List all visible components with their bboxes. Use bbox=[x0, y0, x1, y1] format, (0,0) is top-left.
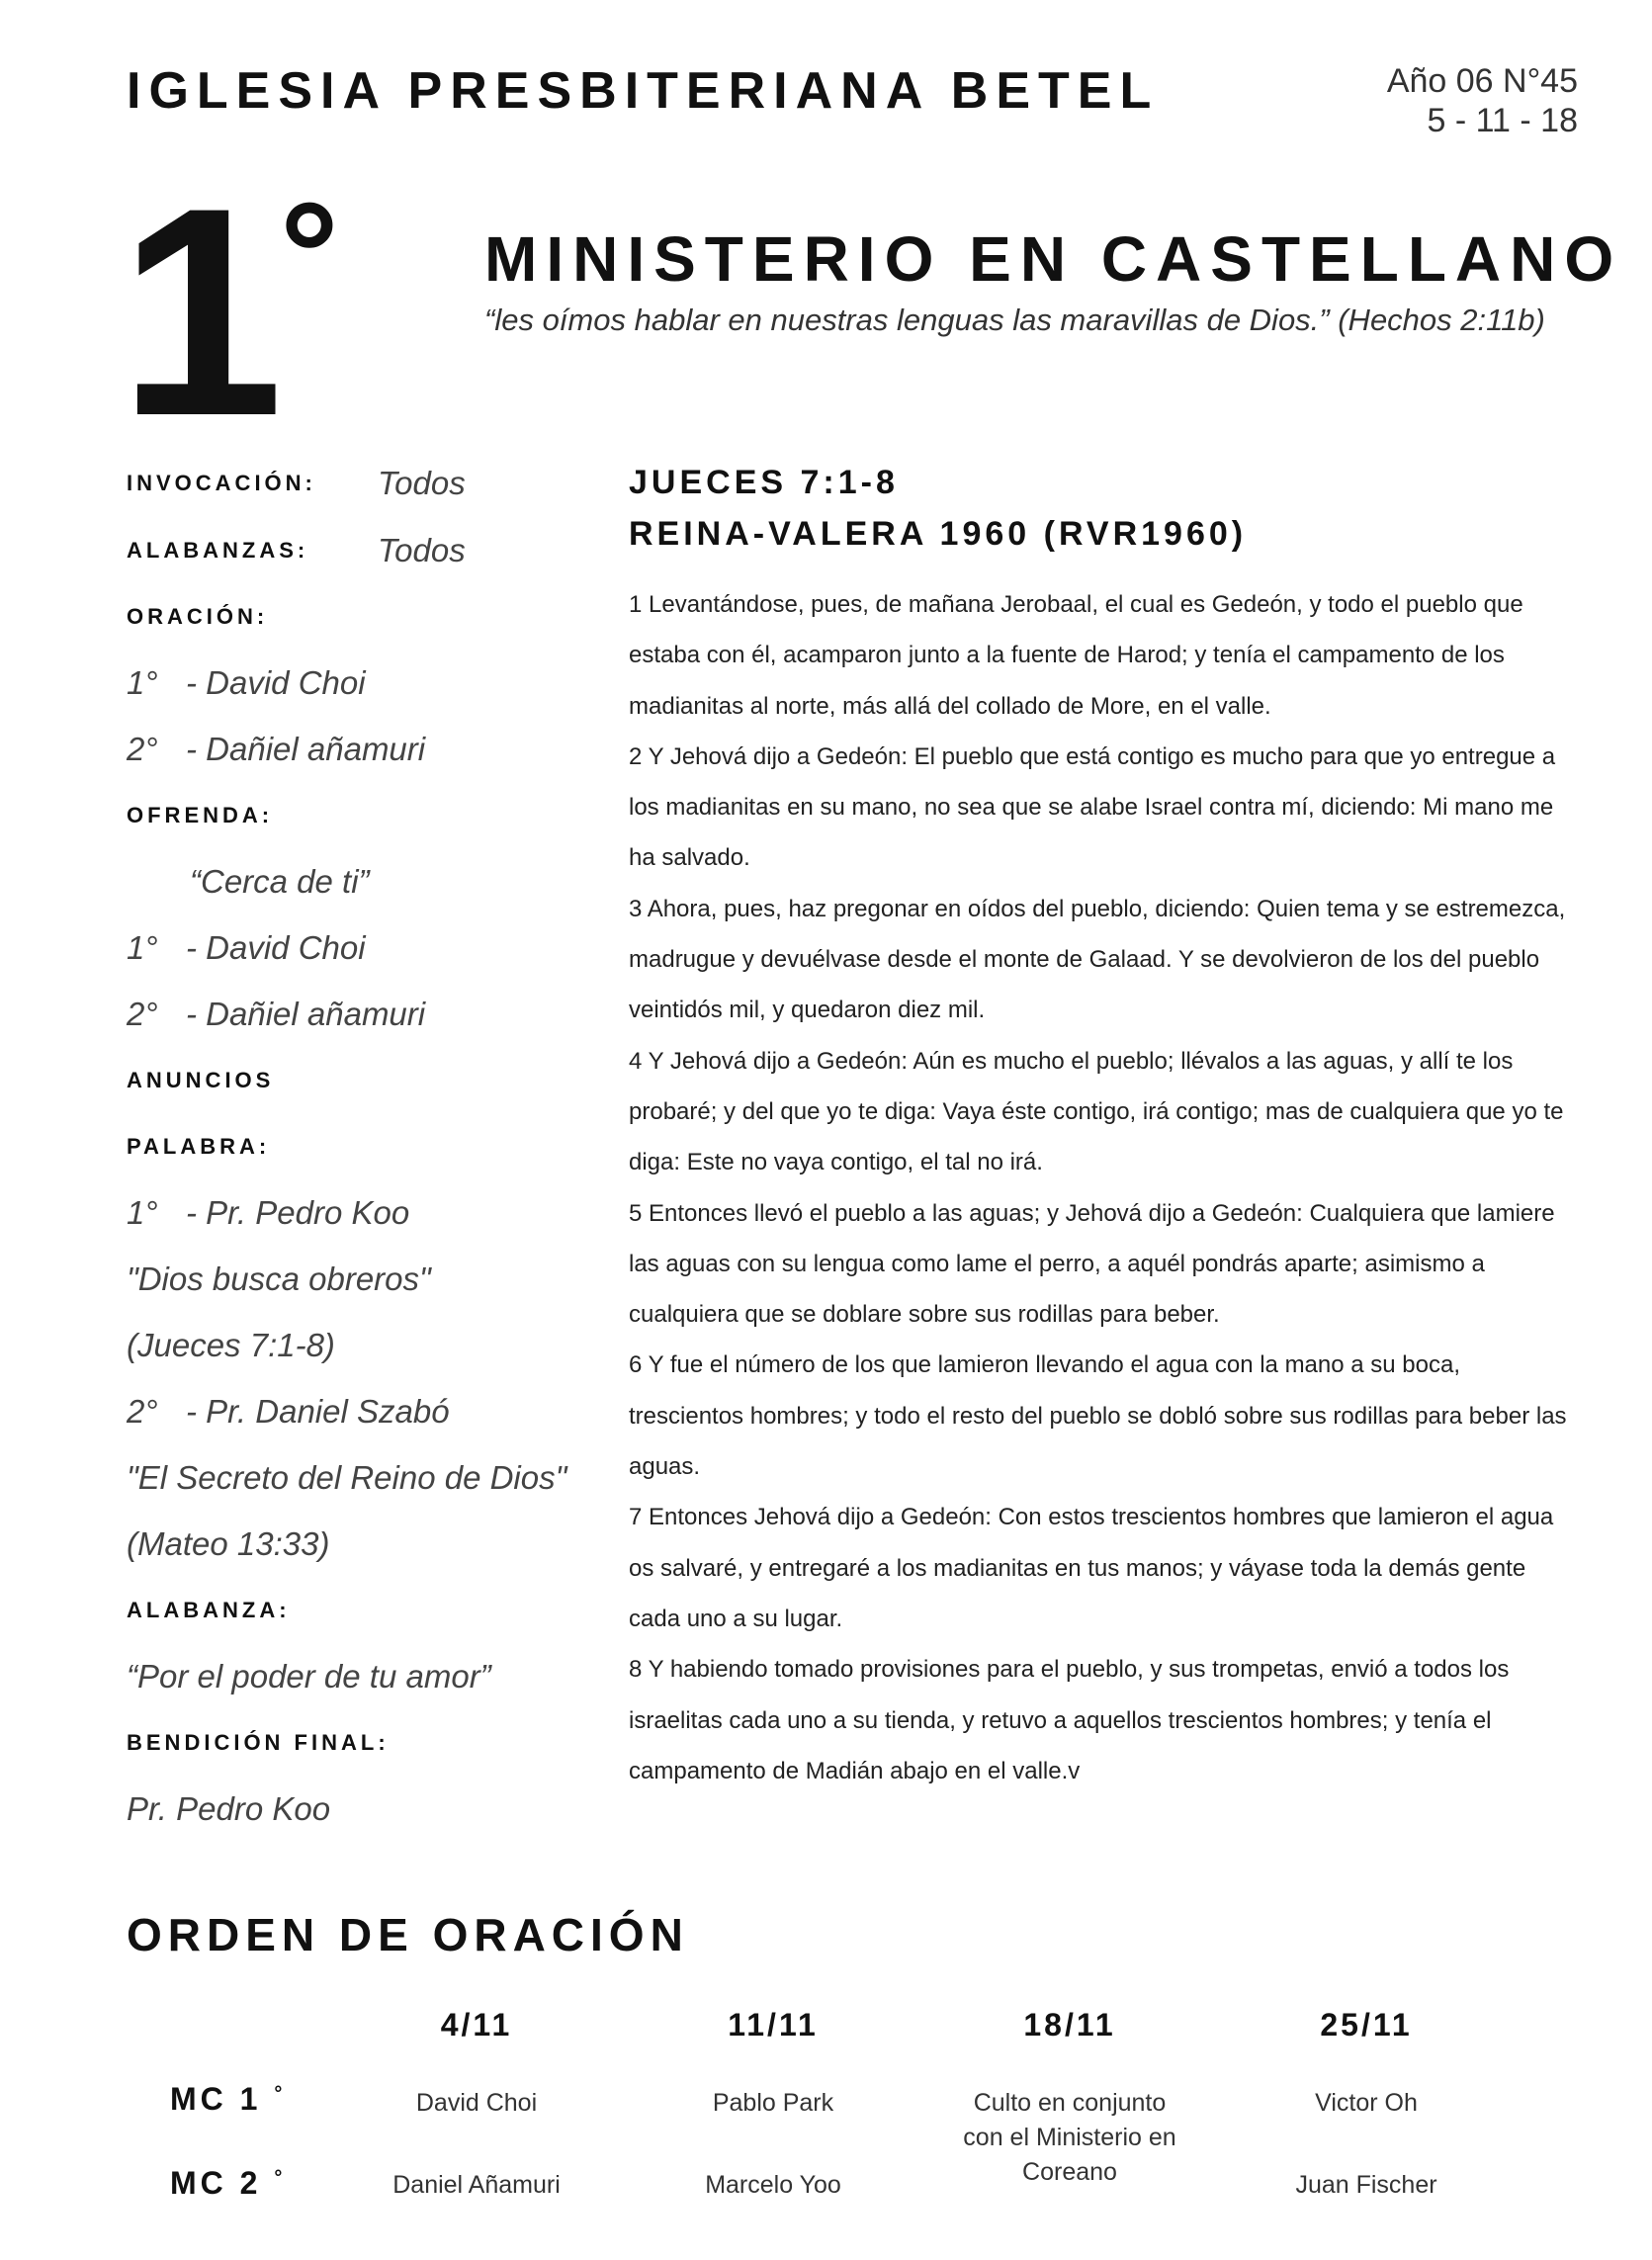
bendicion-value-row bbox=[127, 1776, 601, 1842]
mc1-label-text: MC 1 bbox=[170, 2081, 262, 2117]
mc1-cell-3: Culto en conjunto con el Ministerio en Coreano bbox=[963, 2089, 1176, 2186]
verse-3: 3 Ahora, pues, haz pregonar en oídos del pueblo, diciendo: Quien tema y se estremezca, madrugue y devuélvase desde el monte de Galaad. Y se devolvieron de los del pueblo veintidós mil, y quedaron diez mil. bbox=[629, 895, 1566, 1024]
ofrenda-2-pos: 2° bbox=[127, 995, 158, 1032]
mc2-label bbox=[170, 2165, 286, 2202]
alabanza-song: “Por el poder de tu amor” bbox=[127, 1657, 491, 1695]
oracion-1-row bbox=[127, 650, 601, 716]
anuncios-label: ANUNCIOS bbox=[127, 1067, 275, 1092]
scripture-version: REINA-VALERA 1960 (RVR1960) bbox=[629, 515, 1248, 553]
church-name: IGLESIA PRESBITERIANA BETEL bbox=[127, 62, 1160, 120]
oracion-2-pos: 2° bbox=[127, 730, 158, 767]
alabanzas-row bbox=[127, 517, 601, 583]
verse-5: 5 Entonces llevó el pueblo a las aguas; y Jehová dijo a Gedeón: Cualquiera que lamiere las aguas con su lengua como lame el perro, a aquél pondrás aparte; asimismo a cualquiera que se doblare sobre sus rodillas para beber. bbox=[629, 1199, 1555, 1329]
palabra-1-title: "Dios busca obreros" bbox=[127, 1260, 431, 1297]
alabanza-label: ALABANZA: bbox=[127, 1597, 291, 1622]
ministry-verse: “les oímos hablar en nuestras lenguas las maravillas de Dios.” (Hechos 2:11b) bbox=[484, 303, 1545, 337]
palabra-1-title-row bbox=[127, 1246, 601, 1312]
ofrenda-1-name: - David Choi bbox=[186, 928, 366, 966]
mc1-cell-1: David Choi bbox=[415, 2089, 538, 2117]
ministry-title: MINISTERIO EN CASTELLANO bbox=[484, 223, 1623, 295]
oracion-1-pos: 1° bbox=[127, 663, 158, 701]
issue-date: 5 - 11 - 18 bbox=[1427, 102, 1578, 139]
alabanzas-label: ALABANZAS: bbox=[127, 537, 309, 563]
mc2-cell-2: Marcelo Yoo bbox=[705, 2171, 841, 2199]
prayer-order-title: ORDEN DE ORACIÓN bbox=[127, 1909, 689, 1960]
scripture-reading bbox=[629, 457, 1578, 1796]
palabra-2-title: "El Secreto del Reino de Dios" bbox=[127, 1458, 567, 1496]
oracion-1-name: - David Choi bbox=[186, 663, 366, 701]
ofrenda-song-row bbox=[127, 848, 601, 914]
palabra-2-ref: (Mateo 13:33) bbox=[127, 1524, 330, 1562]
palabra-2-ref-row bbox=[127, 1511, 601, 1577]
prayer-date-1: 4/11 bbox=[440, 2007, 513, 2043]
bendicion-label: BENDICIÓN FINAL: bbox=[127, 1729, 390, 1755]
verse-6: 6 Y fue el número de los que lamieron llevando el agua con la mano a su boca, trescientos hombres; y todo el resto del pueblo se dobló sobre sus rodillas para beber las aguas. bbox=[629, 1351, 1567, 1481]
palabra-1-ref: (Jueces 7:1-8) bbox=[127, 1326, 335, 1363]
issue-number: Año 06 N°45 bbox=[1386, 62, 1578, 100]
verse-2: 2 Y Jehová dijo a Gedeón: El pueblo que está contigo es mucho para que yo entregue a los madianitas en su mano, no sea que se alabe Israel contra mí, diciendo: Mi mano me ha salvado. bbox=[629, 742, 1556, 872]
ministry-number-digit: 1 bbox=[119, 145, 274, 478]
ofrenda-1-row bbox=[127, 914, 601, 981]
ofrenda-row bbox=[127, 782, 601, 848]
verse-7: 7 Entonces Jehová dijo a Gedeón: Con estos trescientos hombres que lamieron el agua os salvaré, y entregaré a los madianitas en tus manos; y váyase toda la demás gente cada uno a su lugar. bbox=[629, 1504, 1554, 1632]
invocacion-value: Todos bbox=[378, 465, 466, 501]
mc2-cell-1: Daniel Añamuri bbox=[392, 2171, 561, 2199]
bendicion-row bbox=[127, 1709, 601, 1776]
alabanza-row bbox=[127, 1577, 601, 1643]
palabra-2-pos: 2° bbox=[127, 1392, 158, 1430]
service-program bbox=[127, 450, 601, 1842]
anuncios-row bbox=[127, 1047, 601, 1113]
prayer-date-3: 18/11 bbox=[1023, 2007, 1116, 2043]
prayer-date-4: 25/11 bbox=[1320, 2007, 1413, 2043]
ofrenda-2-name: - Dañiel añamuri bbox=[186, 995, 426, 1032]
verse-4: 4 Y Jehová dijo a Gedeón: Aún es mucho el pueblo; llévalos a las aguas, y allí te los probaré; y del que yo te diga: Vaya éste contigo, irá contigo; mas de cualquiera que yo te diga: Este no vaya contigo, el tal no irá. bbox=[629, 1047, 1564, 1176]
palabra-2-name: - Pr. Daniel Szabó bbox=[186, 1392, 450, 1430]
bendicion-value: Pr. Pedro Koo bbox=[127, 1789, 331, 1827]
oracion-2-row bbox=[127, 716, 601, 782]
scripture-reference: JUECES 7:1-8 bbox=[629, 464, 899, 501]
mc1-degree: ° bbox=[274, 2083, 287, 2105]
alabanza-song-row bbox=[127, 1643, 601, 1709]
mc1-label bbox=[170, 2081, 286, 2118]
ofrenda-label: OFRENDA: bbox=[127, 802, 274, 827]
prayer-date-2: 11/11 bbox=[728, 2007, 819, 2043]
ofrenda-song: “Cerca de ti” bbox=[190, 862, 370, 900]
ofrenda-2-row bbox=[127, 981, 601, 1047]
issue-info bbox=[1387, 61, 1578, 140]
oracion-2-name: - Dañiel añamuri bbox=[186, 730, 426, 767]
palabra-1-row bbox=[127, 1179, 601, 1246]
mc2-label-text: MC 2 bbox=[170, 2165, 262, 2201]
palabra-label: PALABRA: bbox=[127, 1133, 271, 1159]
palabra-2-row bbox=[127, 1378, 601, 1444]
verse-8: 8 Y habiendo tomado provisiones para el pueblo, y sus trompetas, envió a todos los israelitas cada uno a su tienda, y retuvo a aquellos trescientos hombres; y tenía el campamento de Madián abajo en el valle.v bbox=[629, 1656, 1510, 1784]
palabra-2-title-row bbox=[127, 1444, 601, 1511]
mc1-cell-2: Pablo Park bbox=[712, 2089, 834, 2117]
scripture-verses bbox=[629, 579, 1578, 1796]
invocacion-row bbox=[127, 450, 601, 517]
invocacion-label: INVOCACIÓN: bbox=[127, 471, 316, 495]
ofrenda-1-pos: 1° bbox=[127, 928, 158, 966]
mc1-cell-4: Victor Oh bbox=[1315, 2089, 1418, 2117]
oracion-row bbox=[127, 583, 601, 650]
oracion-label: ORACIÓN: bbox=[127, 603, 269, 629]
palabra-1-ref-row bbox=[127, 1312, 601, 1378]
mc2-cell-4: Juan Fischer bbox=[1295, 2171, 1437, 2199]
ministry-number-degree: ° bbox=[279, 171, 329, 337]
mc2-degree: ° bbox=[274, 2167, 287, 2189]
verse-1: 1 Levantándose, pues, de mañana Jerobaal, el cual es Gedeón, y todo el pueblo que estaba con él, acamparon junto a la fuente de Harod; y tenía el campamento de los madianitas al norte, más allá del collado de More, en el valle. bbox=[629, 591, 1523, 720]
alabanzas-value: Todos bbox=[378, 531, 466, 568]
palabra-row bbox=[127, 1113, 601, 1179]
ministry-number bbox=[119, 145, 329, 478]
palabra-1-pos: 1° bbox=[127, 1193, 158, 1231]
palabra-1-name: - Pr. Pedro Koo bbox=[186, 1193, 410, 1231]
